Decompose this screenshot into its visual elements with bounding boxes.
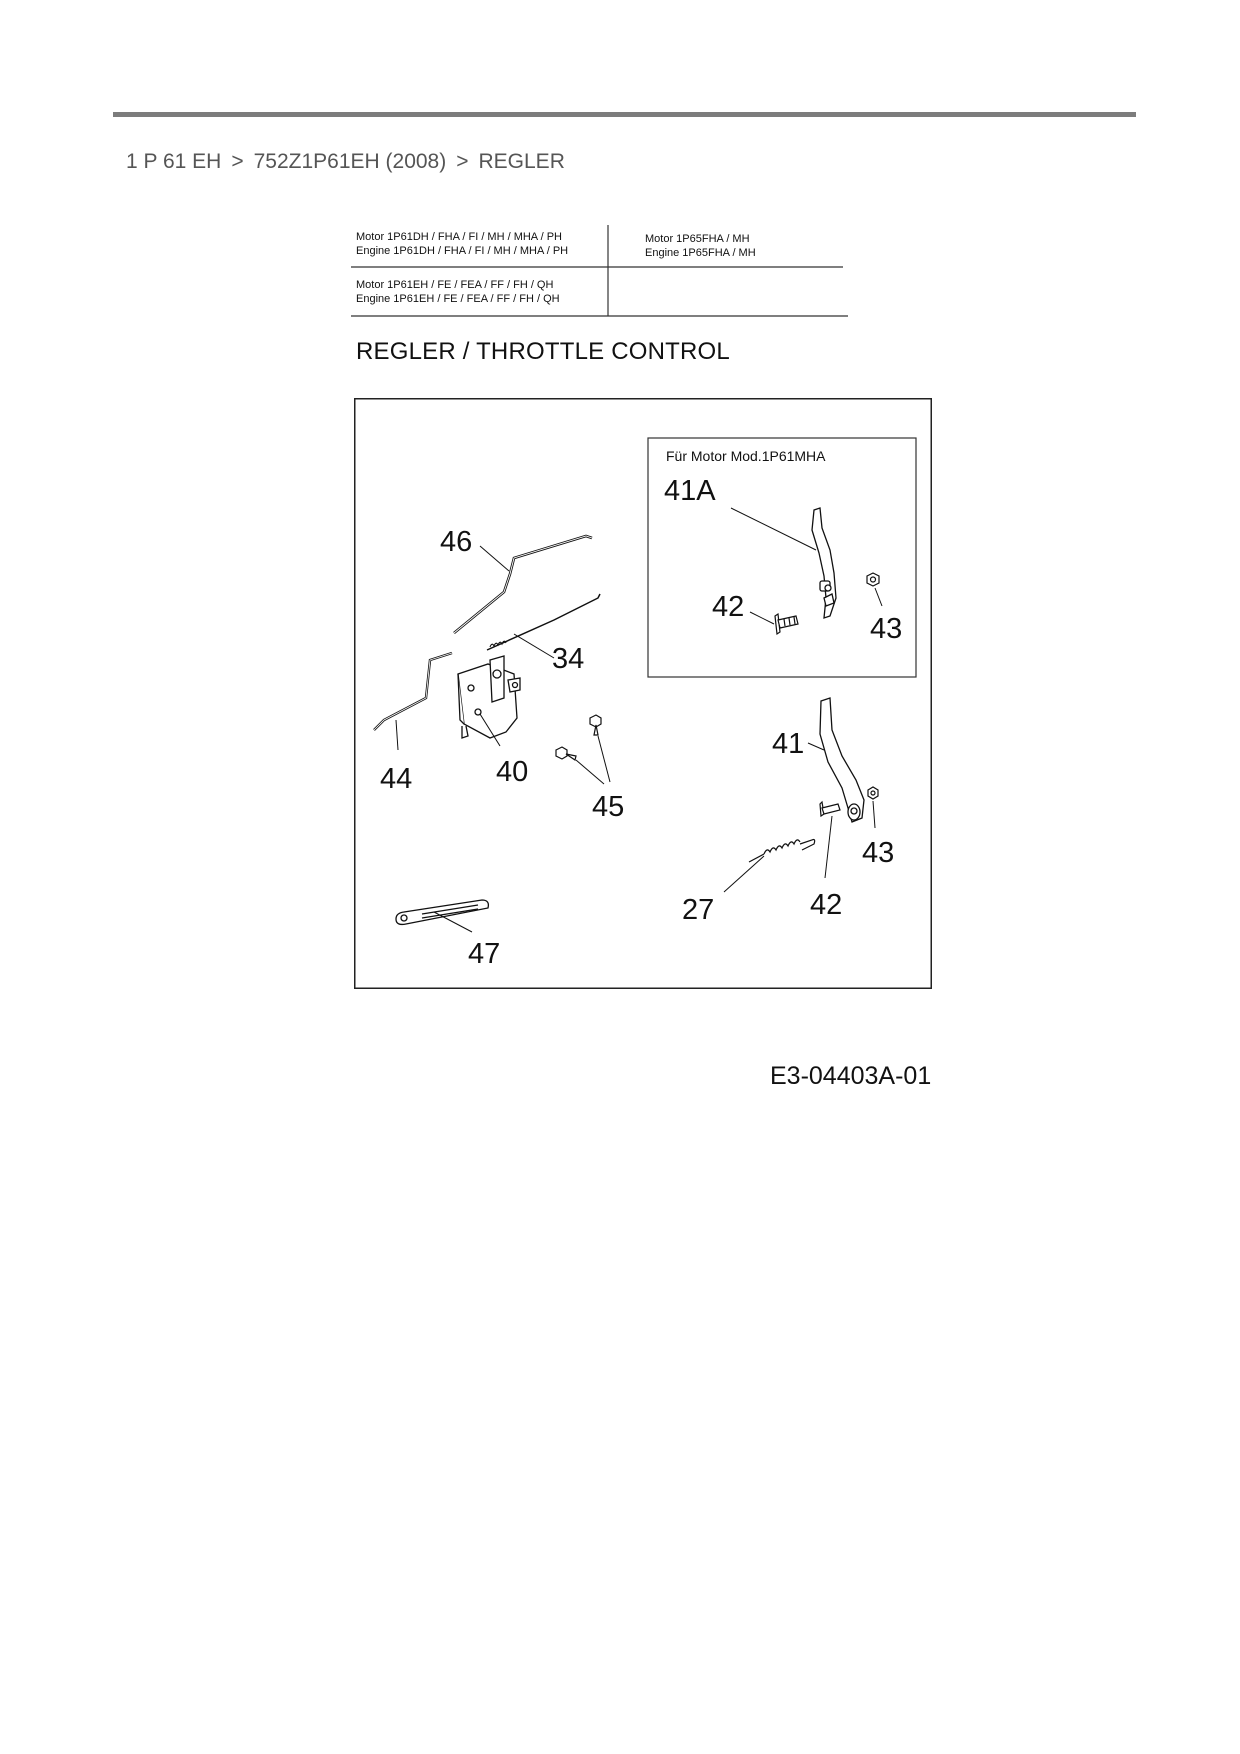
part-43-nut-inset — [867, 573, 879, 586]
part-label-42-inset: 42 — [712, 591, 745, 623]
part-label-44: 44 — [380, 763, 413, 795]
part-label-40: 40 — [496, 756, 529, 788]
part-label-41A: 41A — [664, 475, 716, 507]
part-label-42: 42 — [810, 889, 843, 921]
part-label-46: 46 — [440, 526, 473, 558]
inset-caption: Für Motor Mod.1P61MHA — [666, 448, 826, 464]
table-cell-row1-left — [356, 230, 568, 258]
breadcrumb-item-section[interactable]: REGLER — [478, 150, 565, 173]
part-label-47: 47 — [468, 938, 501, 970]
section-title: REGLER / THROTTLE CONTROL — [356, 338, 730, 365]
table-cell-row1-right — [645, 232, 756, 260]
breadcrumb-separator: > — [231, 150, 244, 173]
diagram-frame — [355, 399, 932, 989]
table-cell-line: Engine 1P61EH / FE / FEA / FF / FH / QH — [356, 293, 560, 305]
part-43-nut — [868, 787, 878, 799]
part-label-41: 41 — [772, 728, 805, 760]
part-label-45: 45 — [592, 791, 625, 823]
part-label-27: 27 — [682, 894, 715, 926]
drawing-code: E3-04403A-01 — [770, 1062, 932, 1090]
table-cell-line: Motor 1P65FHA / MH — [645, 233, 750, 245]
part-label-34: 34 — [552, 643, 585, 675]
breadcrumb-item-model[interactable]: 1 P 61 EH — [126, 150, 222, 173]
table-cell-line: Engine 1P65FHA / MH — [645, 247, 756, 259]
part-label-43-inset: 43 — [870, 613, 903, 645]
table-cell-row2-left — [356, 278, 560, 306]
table-cell-line: Motor 1P61EH / FE / FEA / FF / FH / QH — [356, 279, 554, 291]
breadcrumb-item-variant[interactable]: 752Z1P61EH (2008) — [253, 150, 447, 173]
breadcrumb-separator: > — [456, 150, 469, 173]
parts-diagram — [354, 398, 932, 989]
table-cell-line: Motor 1P61DH / FHA / FI / MH / MHA / PH — [356, 231, 562, 243]
table-cell-line: Engine 1P61DH / FHA / FI / MH / MHA / PH — [356, 245, 569, 257]
part-label-43: 43 — [862, 837, 895, 869]
